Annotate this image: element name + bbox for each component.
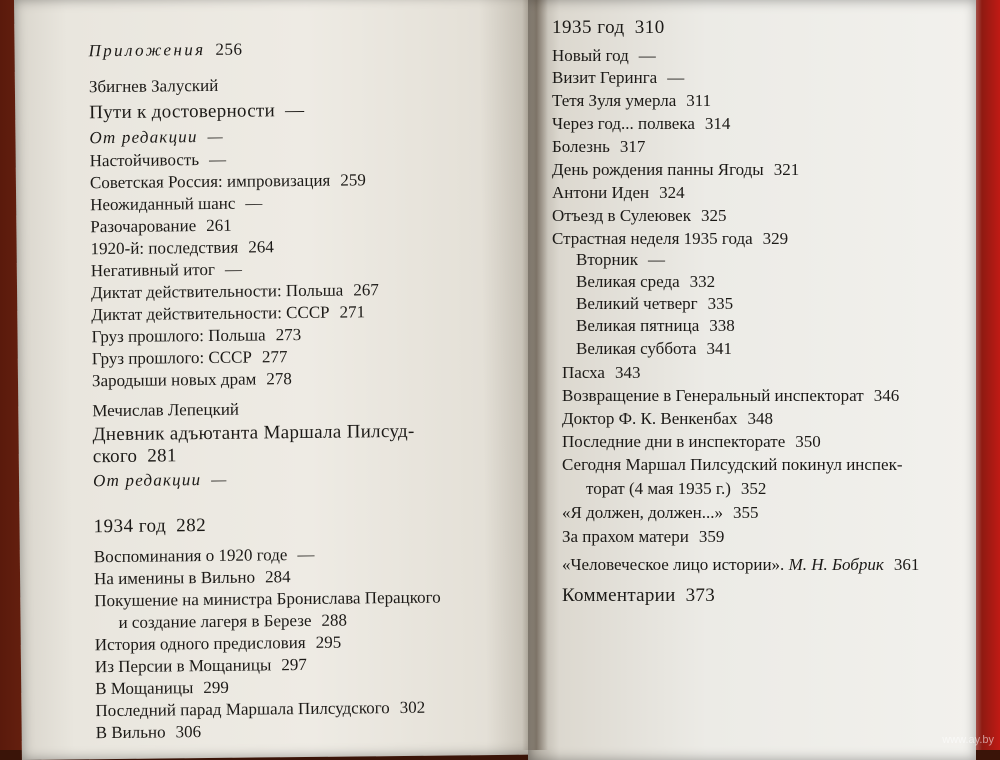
appendix-heading: Приложения 256 [88, 39, 243, 61]
toc-entry: Из Персии в Мощаницы 297 [94, 654, 307, 677]
toc-entry: Тетя Зуля умерла 311 [552, 91, 712, 110]
toc-subentry: Великая пятница 338 [576, 316, 735, 335]
right-page [528, 0, 976, 760]
toc-entry: и создание лагеря в Березе 288 [118, 610, 348, 632]
toc-entry: Неожиданный шанс — [90, 193, 263, 215]
watermark: www.ay.by [942, 734, 994, 746]
toc-entry: Зародыши новых драм 278 [91, 369, 292, 391]
toc-entry: 1920-й: последствия 264 [90, 237, 274, 259]
toc-entry: «Я должен, должен...» 355 [562, 503, 759, 522]
toc-entry: Через год... полвека 314 [552, 114, 731, 133]
toc-entry: Диктат действительности: Польша 267 [90, 280, 379, 303]
book-gutter [522, 0, 548, 750]
toc-subentry: Великий четверг 335 [576, 294, 734, 313]
toc-entry: Болезнь 317 [552, 137, 646, 156]
toc-entry: Доктор Ф. К. Венкенбах 348 [562, 409, 774, 428]
toc-entry: Новый год — [552, 46, 656, 65]
toc-subentry: Великая среда 332 [576, 272, 716, 291]
author-lepecki: Мечислав Лепецкий [92, 399, 240, 421]
year-heading-1934: 1934 год 282 [93, 515, 207, 538]
toc-entry: Последние дни в инспекторате 350 [562, 432, 821, 451]
toc-entry: Страстная неделя 1935 года 329 [552, 229, 789, 248]
editor-note-1: От редакции — [89, 126, 225, 148]
toc-subentry: Вторник — [576, 250, 665, 269]
toc-entry: Покушение на министра Бронислава Перацкого [94, 587, 441, 611]
commentary-entry: Комментарии 373 [562, 585, 716, 606]
year-heading-1935: 1935 год 310 [552, 17, 665, 38]
toc-entry: День рождения панны Ягоды 321 [552, 160, 800, 179]
toc-entry: торат (4 мая 1935 г.) 352 [586, 479, 767, 498]
editor-note-2: От редакции — [92, 469, 228, 491]
toc-entry: Разочарование 261 [90, 215, 232, 237]
toc-entry: Настойчивость — [89, 149, 227, 171]
toc-entry: Последний парад Маршала Пилсудского 302 [95, 697, 426, 721]
author-zaluski: Збигнев Залуский [88, 75, 219, 97]
toc-entry: Визит Геринга — [552, 68, 685, 87]
toc-entry: В Мощаницы 299 [95, 677, 229, 699]
toc-subentry: Великая суббота 341 [576, 339, 732, 358]
toc-entry: На именины в Вильно 284 [93, 567, 291, 589]
toc-entry: Антони Иден 324 [552, 183, 685, 202]
toc-entry: Сегодня Маршал Пилсудский покинул инспек- [562, 455, 903, 474]
toc-entry: В Вильно 306 [95, 722, 202, 743]
book-title-2: Дневник адъютанта Маршала Пилсуд- [92, 420, 415, 446]
essay-entry: «Человеческое лицо истории». М. Н. Бобрик 361 [562, 555, 920, 574]
left-page [14, 0, 550, 760]
toc-entry: Пасха 343 [562, 363, 641, 382]
toc-entry: История одного предисловия 295 [94, 632, 342, 655]
toc-entry: Советская Россия: импровизация 259 [89, 170, 366, 193]
toc-entry: Возвращение в Генеральный инспекторат 346 [562, 386, 900, 405]
toc-entry: За прахом матери 359 [562, 527, 725, 546]
book-title-2-cont: ского 281 [92, 445, 177, 468]
toc-entry: Груз прошлого: СССР 277 [91, 347, 288, 369]
toc-entry: Отъезд в Сулеювек 325 [552, 206, 727, 225]
toc-entry: Негативный итог — [90, 259, 243, 281]
toc-entry: Воспоминания о 1920 годе — [93, 544, 315, 567]
book-title-1: Пути к достоверности — [89, 99, 305, 124]
toc-entry: Диктат действительности: СССР 271 [91, 302, 366, 325]
toc-entry: Груз прошлого: Польша 273 [91, 325, 302, 347]
